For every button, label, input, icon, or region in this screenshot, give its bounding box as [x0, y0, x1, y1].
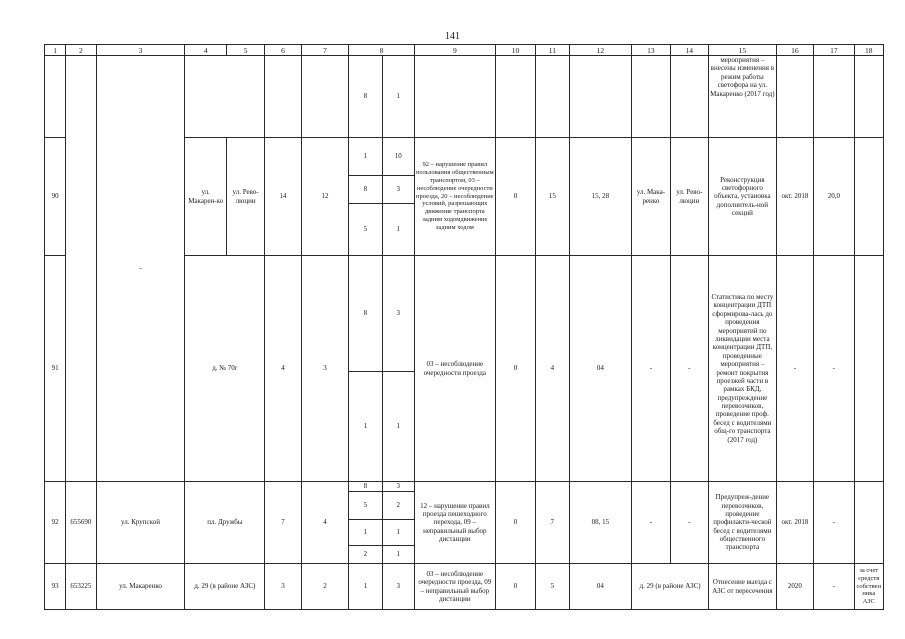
violation-types: 03 – несоблюдение очередности проезда, 09 – неправильный выбор дистанции [414, 564, 495, 610]
street-cell: ул. Крупской [96, 482, 185, 564]
col-4: 4 [185, 45, 226, 56]
col-16: 16 [776, 45, 813, 56]
table-row [45, 56, 884, 138]
table-row: 90 ул. Макарен-ко ул. Рево-люции 14 12 1 10 92 – нарушение правил пользования общественным транспортом, 03 – несоблюдение очередности проезда, 20 – несоблюдение условий, разрешающих движение транспорта задним ходомдвижение задним ходом 0 15 15, 28 ул. Мака-ренко ул. Рево-люции Реконструкция светофорного объекта, установка дополнитель-ной секций окт. 2018 20,0 [45, 138, 884, 176]
col-6: 6 [265, 45, 301, 56]
col-11: 11 [536, 45, 569, 56]
measures-cell: Реконструкция светофорного объекта, установка дополнитель-ной секций [709, 138, 777, 256]
cell-8b: 1 [382, 56, 414, 138]
measures-cell: Отнесение выезда с АЗС от пересечения [709, 564, 777, 610]
violation-types: 12 – нарушение правил проезда пешеходного перехода, 09 – неправильный выбор дистанции [414, 482, 495, 564]
table-row: 5 1 [45, 204, 884, 256]
row-number: 90 [45, 138, 66, 256]
code-cell: 655690 [66, 482, 96, 564]
col-13: 13 [632, 45, 670, 56]
col-2: 2 [66, 45, 96, 56]
location-street: д. 29 (в районе АЗС) [185, 564, 265, 610]
col-15: 15 [709, 45, 777, 56]
table-row: 1 1 [45, 520, 884, 546]
violation-types: 03 – несоблюдение очередности проезда [414, 256, 495, 482]
col-14: 14 [670, 45, 708, 56]
column-number-row [45, 45, 884, 56]
col-7: 7 [301, 45, 349, 56]
row-number: 93 [45, 564, 66, 610]
location-street: пл. Дружбы [185, 482, 265, 564]
location-street: ул. Макарен-ко [185, 138, 226, 256]
col-18: 18 [854, 45, 883, 56]
col-8: 8 [349, 45, 415, 56]
measures-cell: мероприятия – внесены изменения в режим работы светофора на ул. Макаренко (2017 год) [709, 56, 777, 138]
col-5: 5 [226, 45, 264, 56]
col-9: 9 [414, 45, 495, 56]
table-row: 5 2 [45, 492, 884, 520]
col-17: 17 [814, 45, 854, 56]
table-row: 2 1 [45, 546, 884, 564]
measures-cell: Предупреж-дение перевозчиков, проведение профилакти-ческой бесед с водителями общественного транспорта [709, 482, 777, 564]
funding-cell: за счет средств собствен ника АЗС [854, 564, 883, 610]
col-1: 1 [45, 45, 66, 56]
table-row: 8 3 [45, 176, 884, 204]
col-10: 10 [495, 45, 535, 56]
col-3: 3 [96, 45, 185, 56]
page-number: 141 [445, 31, 460, 42]
code-cell: 653225 [66, 564, 96, 610]
table-row: 92 655690 ул. Крупской пл. Дружбы 7 4 8 3 12 – нарушение правил проезда пешеходного перехода, 09 – неправильный выбор дистанции 0 7 08, 15 - - Предупреж-дение перевозчиков, проведение профилакти-ческой бесед с водителями общественного транспорта окт. 2018 - [45, 482, 884, 492]
table-row: 91 д. № 70г 4 3 8 3 03 – несоблюдение очередности проезда 0 4 04 - - Статистика по месту концентрации ДТП сформирова-лась до проведения мероприятий по ликвидации места концентрации ДТП, проведенные мероприятия – ремонт покрытия проезжей части в рамках БКД, предупреждение перевозчиков, проведение проф. бесед с водителями общ-го транспорта (2017 год) - - [45, 256, 884, 372]
measures-cell: Статистика по месту концентрации ДТП сформирова-лась до проведения мероприятий по ликвидации места концентрации ДТП, проведенные мероприятия – ремонт покрытия проезжей части в рамках БКД, предупреждение перевозчиков, проведение проф. бесед с водителями общ-го транспорта (2017 год) [709, 256, 777, 482]
table-row: 1 1 [45, 372, 884, 482]
table-row: 93 653225 ул. Макаренко д. 29 (в районе АЗС) 3 2 1 3 03 – несоблюдение очередности проезда, 09 – неправильный выбор дистанции 0 5 04 д. 29 (в районе АЗС) Отнесение выезда с АЗС от пересечения 2020 - за счет средств собствен ника АЗС [45, 564, 884, 610]
accident-hotspot-table [44, 44, 884, 610]
cell-8a: 8 [349, 56, 382, 138]
location-street: д. № 70г [185, 256, 265, 482]
row-number: 91 [45, 256, 66, 482]
row-number: 92 [45, 482, 66, 564]
location-cross: ул. Рево-люции [226, 138, 264, 256]
col-12: 12 [569, 45, 632, 56]
street-cell: - [96, 56, 185, 482]
street-cell: ул. Макаренко [96, 564, 185, 610]
violation-types: 92 – нарушение правил пользования общественным транспортом, 03 – несоблюдение очередности проезда, 20 – несоблюдение условий, разрешающих движение транспорта задним ходомдвижение задним ходом [414, 138, 495, 256]
